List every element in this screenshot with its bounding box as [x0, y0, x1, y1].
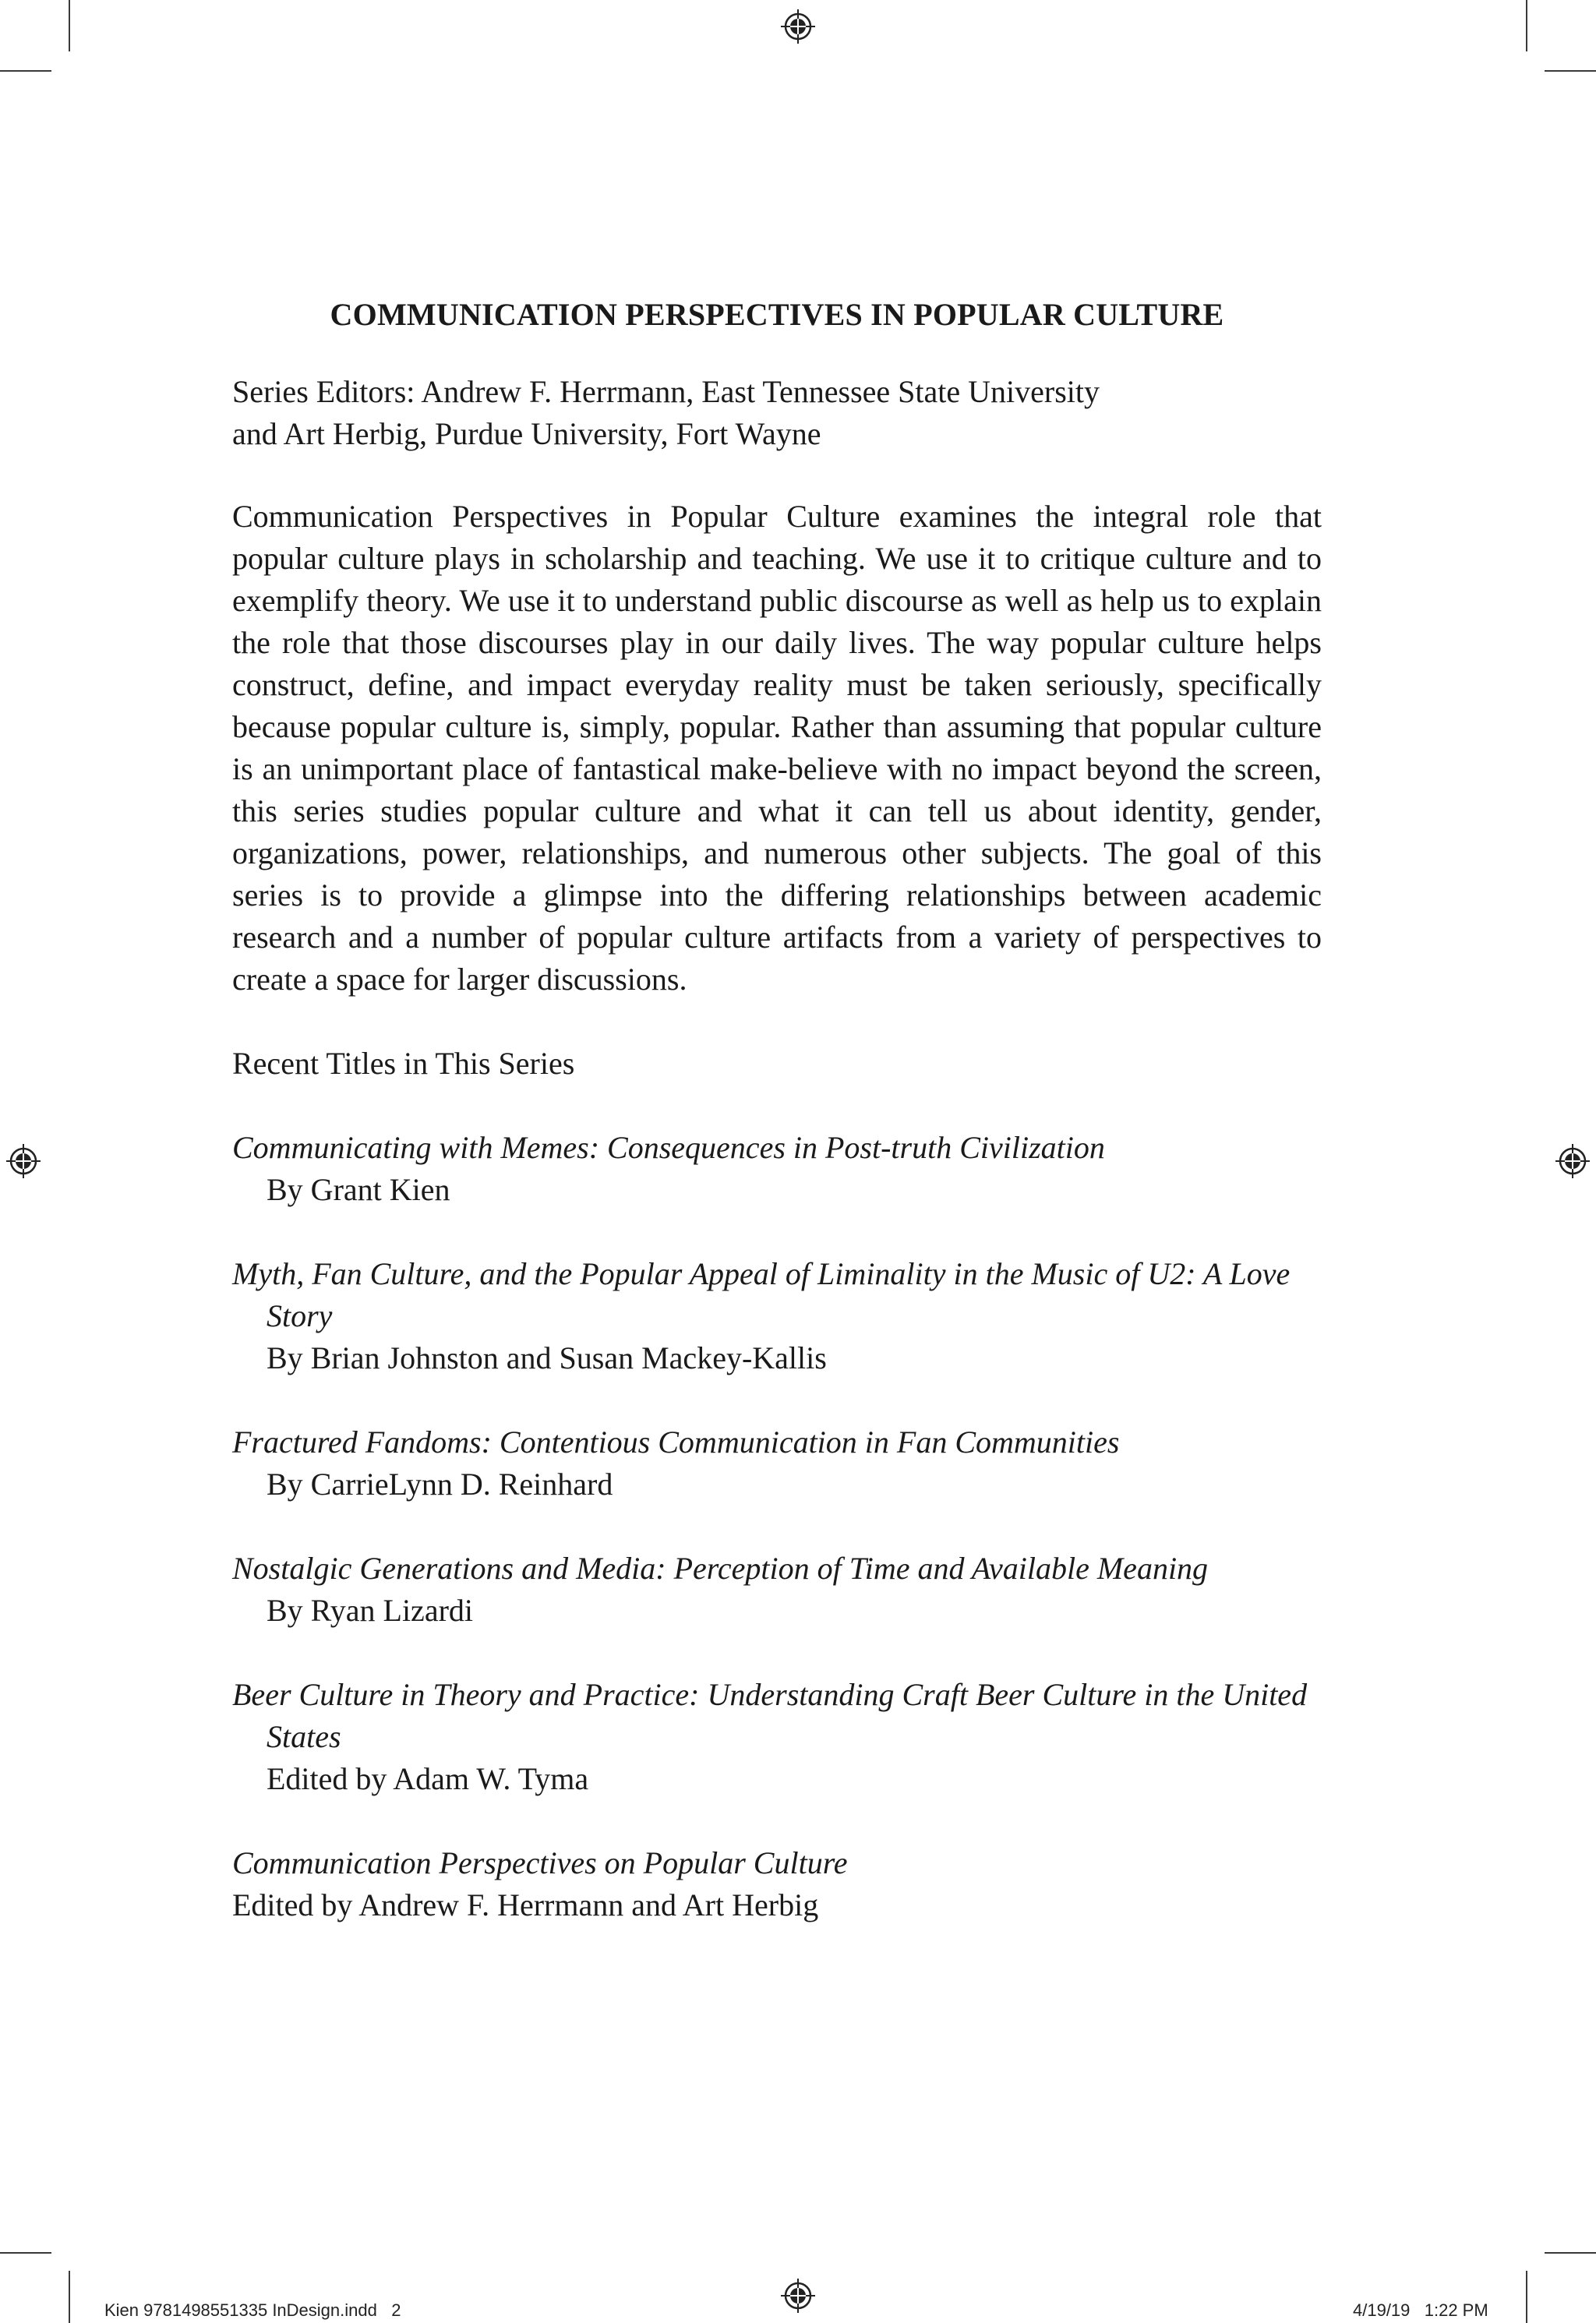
title-entry: [232, 1842, 1322, 1926]
crop-mark-top-left-horizontal: [0, 70, 51, 72]
series-editors-line-1: Series Editors: Andrew F. Herrmann, East Tennessee State University: [232, 374, 1100, 409]
crop-mark-bottom-left-horizontal: [0, 2252, 51, 2254]
book-title: Nostalgic Generations and Media: Perception of Time and Available Meaning: [232, 1551, 1209, 1586]
book-title: Communication Perspectives on Popular Culture: [232, 1845, 848, 1880]
crop-mark-bottom-left-vertical: [69, 2271, 70, 2323]
book-author: By Brian Johnston and Susan Mackey-Kallis: [267, 1340, 827, 1375]
title-entry: [232, 1548, 1322, 1632]
registration-mark-left-icon: [6, 1144, 41, 1178]
recent-titles-heading: Recent Titles in This Series: [232, 1046, 575, 1081]
series-description: Communication Perspectives in Popular Culture examines the integral role that popular culture plays in scholarship and teaching. We use it to critique culture and to exemplify theory. We use it to understand public discourse as well as help us to explain the role that those discourses play in our daily lives. The way popular culture helps construct, define, and impact everyday reality must be taken seriously, specifically because popular culture is, simply, popular. Rather than assuming that popular culture is an unimportant place of fantastical make-believe with no impact beyond the screen, this series studies popular culture and what it can tell us about identity, gender, organizations, power, relationships, and numerous other subjects. The goal of this series is to provide a glimpse into the differing relationships between academic research and a number of popular culture artifacts from a variety of perspectives to create a space for larger discussions.: [232, 499, 1322, 997]
series-editors-line-2: and Art Herbig, Purdue University, Fort Wayne: [232, 416, 821, 451]
slug-file-info: Kien 9781498551335 InDesign.indd 2: [104, 2300, 401, 2320]
book-author: By Ryan Lizardi: [267, 1593, 473, 1628]
book-author: By Grant Kien: [267, 1172, 450, 1207]
series-heading: COMMUNICATION PERSPECTIVES IN POPULAR CULTURE: [330, 297, 1224, 332]
crop-mark-top-left-vertical: [69, 0, 70, 51]
page-content: [232, 296, 1322, 1968]
slug-date-info: 4/19/19 1:22 PM: [1353, 2300, 1488, 2320]
book-title: Fractured Fandoms: Contentious Communication in Fan Communities: [232, 1425, 1120, 1460]
crop-mark-top-right-vertical: [1526, 0, 1527, 51]
registration-mark-right-icon: [1555, 1144, 1590, 1178]
title-entry: [232, 1127, 1322, 1211]
registration-mark-top-icon: [781, 9, 815, 44]
book-author: Edited by Andrew F. Herrmann and Art Herbig: [232, 1887, 819, 1922]
title-entry: [232, 1421, 1322, 1506]
book-author: Edited by Adam W. Tyma: [267, 1761, 589, 1796]
registration-mark-bottom-icon: [781, 2279, 815, 2313]
series-editors: [232, 371, 1322, 455]
book-title: Myth, Fan Culture, and the Popular Appeal of Liminality in the Music of U2: A Love Story: [232, 1256, 1291, 1333]
book-author: By CarrieLynn D. Reinhard: [267, 1467, 613, 1502]
title-entry: [232, 1253, 1322, 1379]
crop-mark-bottom-right-vertical: [1526, 2271, 1527, 2323]
book-title: Communicating with Memes: Consequences in Post-truth Civilization: [232, 1130, 1105, 1165]
book-title: Beer Culture in Theory and Practice: Understanding Craft Beer Culture in the United States: [232, 1677, 1308, 1754]
crop-mark-bottom-right-horizontal: [1545, 2252, 1596, 2254]
crop-mark-top-right-horizontal: [1545, 70, 1596, 72]
title-entry: [232, 1674, 1322, 1800]
